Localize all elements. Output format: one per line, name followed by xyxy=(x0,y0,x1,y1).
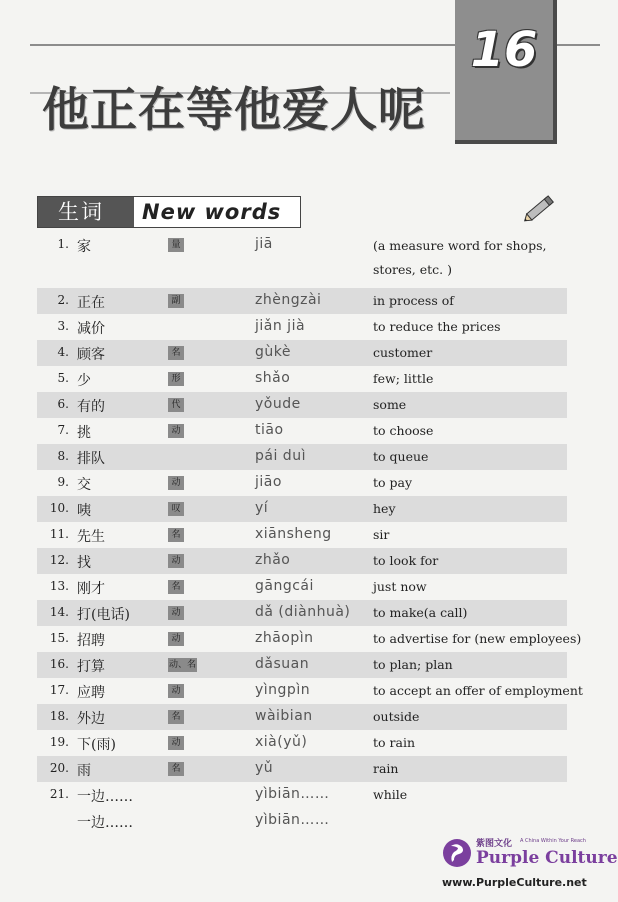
word-chinese: 雨 xyxy=(77,763,91,779)
word-pinyin: dǎsuan xyxy=(255,656,310,672)
word-chinese: 应聘 xyxy=(77,685,105,701)
vocab-row xyxy=(37,366,567,392)
word-number: 19. xyxy=(49,735,69,749)
word-pinyin: xiānsheng xyxy=(255,526,332,542)
lesson-number-box xyxy=(455,0,557,144)
word-part-of-speech: 动、名 xyxy=(169,660,197,670)
watermark-tagline: A China Within Your Reach xyxy=(520,838,586,844)
watermark-brand-cn: 紫图文化 xyxy=(476,839,513,849)
section-header xyxy=(37,196,301,228)
word-number: 2. xyxy=(57,293,69,307)
section-label-cn: 生词 xyxy=(38,197,134,227)
word-number: 17. xyxy=(49,683,69,697)
word-part-of-speech: 动 xyxy=(168,554,184,568)
word-english: just now xyxy=(373,579,427,594)
word-english: sir xyxy=(373,527,390,542)
word-number: 11. xyxy=(49,527,69,541)
word-pinyin: yí xyxy=(255,500,269,516)
watermark-url: www.PurpleCulture.net xyxy=(442,876,587,889)
word-number: 15. xyxy=(49,631,69,645)
word-chinese: 家 xyxy=(77,239,91,255)
lesson-number: 16 xyxy=(470,22,538,78)
word-chinese: 打算 xyxy=(77,659,105,675)
word-pinyin: zhèngzài xyxy=(255,292,322,308)
vocab-row xyxy=(37,756,567,782)
word-pinyin: yǔ xyxy=(255,760,274,776)
word-english xyxy=(373,234,546,282)
vocab-row xyxy=(37,600,567,626)
word-english: to advertise for (new employees) xyxy=(373,631,582,646)
word-number: 20. xyxy=(49,761,69,775)
word-number: 9. xyxy=(57,475,69,489)
vocab-row xyxy=(37,574,567,600)
word-pinyin: jiāo xyxy=(255,474,282,490)
word-number: 1. xyxy=(57,237,69,251)
vocab-row xyxy=(37,782,567,808)
word-chinese: 咦 xyxy=(77,503,91,519)
word-part-of-speech: 代 xyxy=(168,398,184,412)
word-part-of-speech: 形 xyxy=(168,372,184,386)
word-pinyin: gāngcái xyxy=(255,578,314,594)
vocab-row xyxy=(37,314,567,340)
word-chinese: 先生 xyxy=(77,529,105,545)
word-pinyin: tiāo xyxy=(255,422,284,438)
word-pinyin: pái duì xyxy=(255,448,306,464)
word-number: 6. xyxy=(57,397,69,411)
word-pinyin: yìbiān…… xyxy=(255,812,330,828)
word-english: some xyxy=(373,397,407,412)
vocab-row xyxy=(37,626,582,652)
vocab-row xyxy=(37,340,567,366)
word-number: 7. xyxy=(57,423,69,437)
vocab-row xyxy=(37,808,567,834)
vocabulary-list xyxy=(37,232,583,834)
word-part-of-speech: 动 xyxy=(168,606,184,620)
word-number: 10. xyxy=(49,501,69,515)
word-english: to make(a call) xyxy=(373,605,468,620)
word-part-of-speech: 名 xyxy=(168,762,184,776)
word-english: to choose xyxy=(373,423,434,438)
word-chinese: 招聘 xyxy=(77,633,105,649)
vocab-row xyxy=(37,392,567,418)
word-number: 21. xyxy=(49,787,69,801)
word-number: 5. xyxy=(57,371,69,385)
word-number: 8. xyxy=(57,449,69,463)
word-chinese: 挑 xyxy=(77,425,91,441)
word-pinyin: jiǎn jià xyxy=(255,318,306,334)
word-english: to rain xyxy=(373,735,415,750)
word-number: 12. xyxy=(49,553,69,567)
word-chinese: 外边 xyxy=(77,711,105,727)
word-english: while xyxy=(373,787,408,802)
word-number: 16. xyxy=(49,657,69,671)
word-chinese: 打(电话) xyxy=(77,607,130,623)
word-pinyin: zhǎo xyxy=(255,552,291,568)
word-part-of-speech: 名 xyxy=(168,580,184,594)
word-part-of-speech: 动 xyxy=(168,476,184,490)
word-pinyin: shǎo xyxy=(255,370,291,386)
word-pinyin: dǎ (diànhuà) xyxy=(255,604,351,620)
word-english: rain xyxy=(373,761,399,776)
word-pinyin: gùkè xyxy=(255,344,291,360)
word-pinyin: jiā xyxy=(255,236,273,252)
vocab-row xyxy=(37,730,567,756)
word-chinese: 刚才 xyxy=(77,581,105,597)
word-part-of-speech: 副 xyxy=(168,294,184,308)
word-english: customer xyxy=(373,345,433,360)
word-pinyin: yǒude xyxy=(255,396,301,412)
word-chinese: 减价 xyxy=(77,321,105,337)
word-part-of-speech: 名 xyxy=(168,528,184,542)
vocab-row xyxy=(37,444,567,470)
vocab-row xyxy=(37,470,567,496)
word-number: 14. xyxy=(49,605,69,619)
vocab-row xyxy=(37,232,567,288)
word-number: 4. xyxy=(57,345,69,359)
vocab-row xyxy=(37,496,567,522)
word-part-of-speech: 名 xyxy=(168,346,184,360)
word-chinese: 正在 xyxy=(77,295,105,311)
word-part-of-speech: 叹 xyxy=(168,502,184,516)
vocab-row xyxy=(37,548,567,574)
word-chinese: 交 xyxy=(77,477,91,493)
word-part-of-speech: 动 xyxy=(168,632,184,646)
word-pinyin: zhāopìn xyxy=(255,630,314,646)
vocab-row xyxy=(37,418,567,444)
word-english: to queue xyxy=(373,449,429,464)
word-english-line: (a measure word for shops, xyxy=(373,238,547,253)
word-english: few; little xyxy=(373,371,434,386)
word-pinyin: yìbiān…… xyxy=(255,786,330,802)
word-chinese: 一边…… xyxy=(77,815,133,831)
vocab-row xyxy=(37,288,567,314)
section-label-en: New words xyxy=(142,200,282,224)
word-english: to look for xyxy=(373,553,439,568)
vocab-row xyxy=(37,704,567,730)
word-english: to accept an offer of employment xyxy=(373,683,583,698)
word-english: in process of xyxy=(373,293,454,308)
word-english-line: stores, etc. ) xyxy=(373,262,452,277)
word-english: to pay xyxy=(373,475,413,490)
word-chinese: 少 xyxy=(77,373,91,389)
vocab-row xyxy=(37,652,567,678)
watermark-name: Purple Culture xyxy=(476,848,618,868)
word-part-of-speech: 动 xyxy=(168,424,184,438)
word-chinese: 顾客 xyxy=(77,347,105,363)
word-pinyin: wàibian xyxy=(255,708,313,724)
word-number: 3. xyxy=(57,319,69,333)
word-english: to plan; plan xyxy=(373,657,453,672)
word-chinese: 找 xyxy=(77,555,91,571)
word-part-of-speech: 动 xyxy=(168,684,184,698)
word-number: 13. xyxy=(49,579,69,593)
word-chinese: 有的 xyxy=(77,399,105,415)
word-chinese: 一边…… xyxy=(77,789,133,805)
watermark-logo xyxy=(442,836,618,896)
word-chinese: 下(雨) xyxy=(77,737,116,753)
word-english: to reduce the prices xyxy=(373,319,501,334)
word-chinese: 排队 xyxy=(77,451,105,467)
word-english: outside xyxy=(373,709,420,724)
purple-culture-logo-icon xyxy=(442,838,472,868)
pencil-icon xyxy=(520,190,560,226)
word-pinyin: xià(yǔ) xyxy=(255,734,308,750)
word-pinyin: yìngpìn xyxy=(255,682,311,698)
word-number: 18. xyxy=(49,709,69,723)
vocab-row xyxy=(37,678,583,704)
vocab-row xyxy=(37,522,567,548)
word-part-of-speech: 名 xyxy=(168,710,184,724)
word-part-of-speech: 动 xyxy=(168,736,184,750)
lesson-title: 他正在等他爱人呢 xyxy=(42,83,426,138)
word-part-of-speech: 量 xyxy=(168,238,184,252)
word-english: hey xyxy=(373,501,396,516)
